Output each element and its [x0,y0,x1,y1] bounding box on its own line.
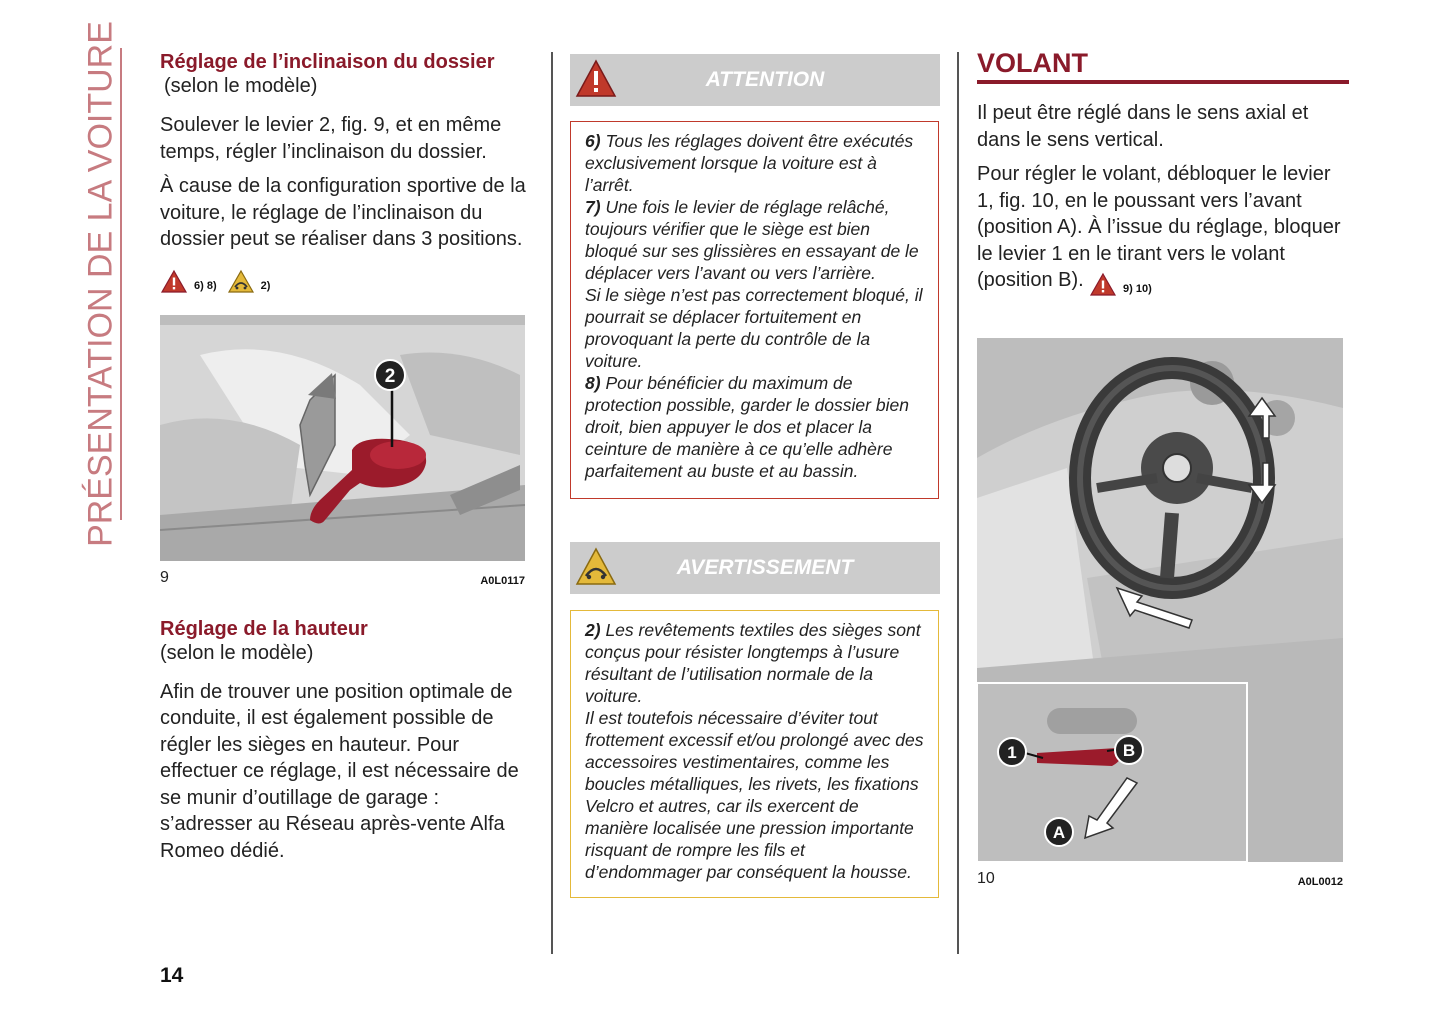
danger-icon [574,58,618,102]
notice-num: 6) [585,131,601,151]
notice-num: 8) [585,373,601,393]
figure-10-callout-a: A [1052,822,1066,842]
notice-item [585,130,926,196]
notice-num: 2) [585,620,601,640]
title-rule [977,80,1349,84]
reference-row [1089,272,1349,298]
side-section-title-text: PRÉSENTATION DE LA VOITURE [81,21,120,547]
notice-text: Si le siège n’est pas correctement bloqué, il pourrait se déplacer fortuitement en provoquant la perte du contrôle de la voiture. [585,285,923,371]
warning-icon [227,269,255,295]
notice-item [585,707,926,883]
reference-row [160,269,530,295]
paragraph: Soulever le levier 2, fig. 9, et en même temps, régler l’inclinaison du dossier. [160,114,502,163]
figure-10-caption [977,870,1343,888]
paragraph: Il peut être réglé dans le sens axial et dans le sens vertical. [977,102,1309,151]
section-note-backrest: (selon le modèle) [164,75,318,97]
section-title-height: Réglage de la hauteur [160,617,368,640]
notice-text: Les revêtements textiles des sièges sont conçus pour résister longtemps à l’usure résultant de l’utilisation normale de la voiture. [585,620,921,706]
column-right [977,48,1349,888]
section-title-backrest: Réglage de l’inclinaison du dossier [160,51,495,73]
notice-text: Une fois le levier de réglage relâché, toujours vérifier que le siège est bien bloqué sur ses glissières en essayant de le déplacer vers l’avant ou vers l’arrière. [585,197,919,283]
notice-num: 7) [585,197,601,217]
figure-9-caption [160,569,525,587]
warning-banner [570,542,940,594]
figure-10-image [977,338,1343,862]
notice-text: Pour bénéficier du maximum de protection possible, garder le dossier bien droit, bien appuyer le dos et placer la ceinture de manière à ce qu’elle adhère parfaitement au buste et au bassin. [585,373,909,481]
warning-icon [574,546,618,590]
figure-9-callout: 2 [384,365,396,387]
steering-wheel-illustration [977,338,1343,862]
notice-item [585,372,926,482]
notice-item [585,284,926,372]
paragraph: Pour régler le volant, débloquer le levier 1, fig. 10, en le poussant vers l’avant (position A). À l’issue du réglage, bloquer le levier 1 en le tirant vers le volant (position B). [977,163,1341,291]
section-title-volant: VOLANT [977,48,1088,78]
figure-number: 9 [160,568,169,586]
figure-10-callout-1: 1 [1007,742,1017,762]
side-rule [120,48,122,520]
warning-label: AVERTISSEMENT [676,556,854,579]
figure-code: A0L0012 [1297,875,1343,888]
column-separator [551,52,553,954]
attention-banner [570,54,940,106]
seat-lever-illustration [160,315,525,561]
side-section-title [78,21,124,547]
section-note-height: (selon le modèle) [160,641,314,664]
column-left [160,50,530,864]
danger-icon [160,269,188,295]
warning-refs: 2) [260,279,271,292]
paragraph: Afin de trouver une position optimale de conduite, il est également possible de régler les sièges en hauteur. Pour effectuer ce réglage, il est nécessaire de se munir d’outillage de garage : s’adresser au Réseau après-vente Alfa Romeo dédié. [160,680,519,862]
notice-item [585,619,926,707]
notice-text: Il est toutefois nécessaire d’éviter tout frottement excessif et/ou prolongé avec des accessoires vestimentaires, comme les boucles métalliques, les rivets, les fixations Velcro et autres, car ils exercent de manière localisée une pression importante risquant de rompre les fils et d’endommager par conséquent la housse. [585,708,924,882]
attention-label: ATTENTION [705,68,825,91]
notice-text: Tous les réglages doivent être exécutés exclusivement lorsque la voiture est à l’arrêt. [585,131,914,195]
warning-box [570,610,939,898]
figure-9-image [160,315,525,561]
figure-10-callout-b: B [1122,740,1136,760]
column-separator [957,52,959,954]
danger-refs: 9) 10) [1123,282,1152,295]
danger-refs: 6) 8) [194,279,217,292]
paragraph: À cause de la configuration sportive de la voiture, le réglage de l’inclinaison du dossier peut se réaliser dans 3 positions. [160,175,526,250]
attention-box [570,121,939,499]
figure-number: 10 [977,869,995,887]
danger-icon [1089,272,1117,298]
figure-code: A0L0117 [480,574,525,587]
page-number: 14 [160,964,184,987]
notice-item [585,196,926,284]
